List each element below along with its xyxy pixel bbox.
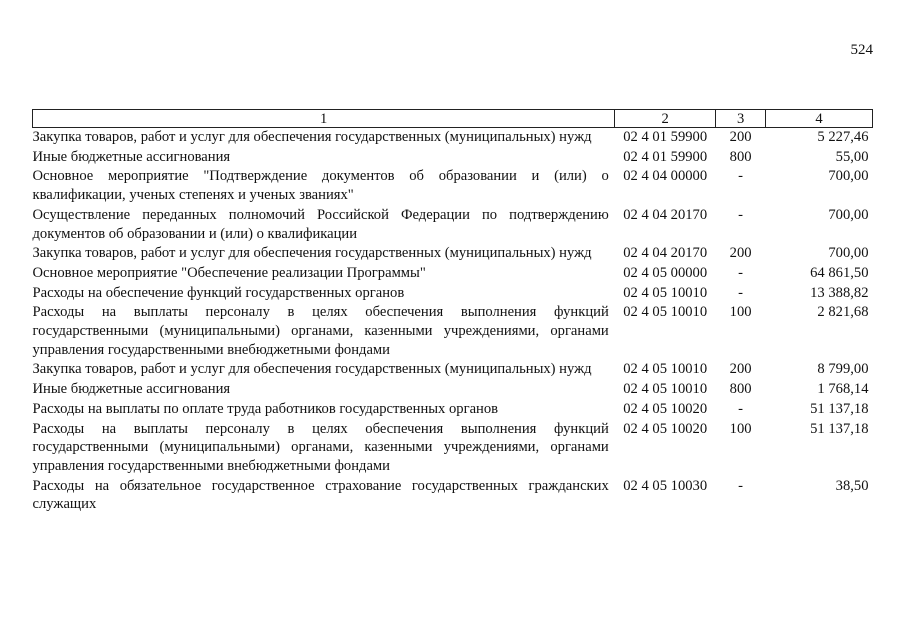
cell-type: 200 [729,129,752,145]
header-col-3: 3 [716,110,766,128]
cell-amount: 700,00 [828,168,869,185]
cell-amount: 8 799,00 [817,361,869,378]
table-row [33,477,873,515]
cell-name: Расходы на выплаты персоналу в целях обеспечения выполнения функций государственными (муниципальными) органами, казенными учреждениями, органами управления государственными внебюджетными фондами [32,304,609,358]
cell-type: 200 [729,245,752,262]
cell-name: Основное мероприятие "Подтверждение документов об образовании и (или) о квалификации, ученых степенях и ученых званиях" [32,168,609,204]
cell-name: Иные бюджетные ассигнования [32,381,231,398]
cell-amount: 5 227,46 [817,129,869,145]
cell-name: Закупка товаров, работ и услуг для обеспечения государственных (муниципальных) нужд [32,245,592,262]
cell-name: Расходы на выплаты персоналу в целях обеспечения выполнения функций государственными (муниципальными) органами, казенными учреждениями, органами управления государственными внебюджетными фондами [32,420,609,474]
table-row [33,264,873,284]
cell-code: 02 4 01 59900 [623,148,708,165]
cell-code: 02 4 05 10010 [623,304,708,321]
header-row [33,110,873,128]
table-row [33,303,873,360]
page-number: 524 [850,42,873,58]
cell-type: 100 [729,304,752,321]
cell-name: Основное мероприятие "Обеспечение реализации Программы" [32,264,426,281]
cell-name: Иные бюджетные ассигнования [32,148,231,165]
cell-name: Закупка товаров, работ и услуг для обеспечения государственных (муниципальных) нужд [32,129,592,145]
cell-code: 02 4 04 20170 [623,245,708,262]
cell-amount: 13 388,82 [810,284,869,301]
table-row [33,360,873,380]
cell-amount: 38,50 [835,477,869,494]
cell-code: 02 4 04 20170 [623,206,708,223]
cell-type: - [738,477,744,494]
table-row [33,148,873,168]
table-row [33,206,873,244]
cell-amount: 55,00 [835,148,869,165]
cell-type: 100 [729,420,752,437]
cell-name: Расходы на обеспечение функций государственных органов [32,284,405,301]
cell-amount: 700,00 [828,206,869,223]
cell-type: - [738,284,744,301]
cell-type: 200 [729,361,752,378]
table-row [33,400,873,420]
cell-name: Расходы на выплаты по оплате труда работников государственных органов [32,400,499,417]
cell-type: - [738,206,744,223]
cell-amount: 64 861,50 [810,264,869,281]
cell-name: Расходы на обязательное государственное страхование государственных гражданских служащих [32,477,609,513]
cell-code: 02 4 01 59900 [623,129,708,145]
cell-code: 02 4 05 10020 [623,420,708,437]
cell-code: 02 4 05 10010 [623,361,708,378]
table-body [33,128,873,516]
table-row [33,244,873,264]
cell-amount: 700,00 [828,245,869,262]
cell-code: 02 4 04 00000 [623,168,708,185]
cell-type: - [738,264,744,281]
cell-code: 02 4 05 10020 [623,400,708,417]
header-col-1: 1 [33,110,615,128]
table-header [33,110,873,128]
table-row [33,284,873,304]
cell-amount: 51 137,18 [810,420,869,437]
cell-name: Закупка товаров, работ и услуг для обеспечения государственных (муниципальных) нужд [32,361,592,378]
cell-amount: 51 137,18 [810,400,869,417]
cell-code: 02 4 05 10010 [623,381,708,398]
cell-amount: 1 768,14 [817,381,869,398]
cell-type: - [738,400,744,417]
cell-name: Осуществление переданных полномочий Российской Федерации по подтверждению документов об образовании и (или) о квалификации [32,206,609,242]
cell-amount: 2 821,68 [817,304,869,321]
table-row [33,128,873,148]
cell-type: 800 [729,148,752,165]
cell-type: - [738,168,744,185]
table-row [33,167,873,205]
cell-code: 02 4 05 00000 [623,264,708,281]
cell-code: 02 4 05 10030 [623,477,708,494]
cell-code: 02 4 05 10010 [623,284,708,301]
header-col-2: 2 [615,110,716,128]
table-row [33,420,873,477]
cell-type: 800 [729,381,752,398]
budget-table [32,109,873,515]
header-col-4: 4 [766,110,873,128]
table-row [33,380,873,400]
